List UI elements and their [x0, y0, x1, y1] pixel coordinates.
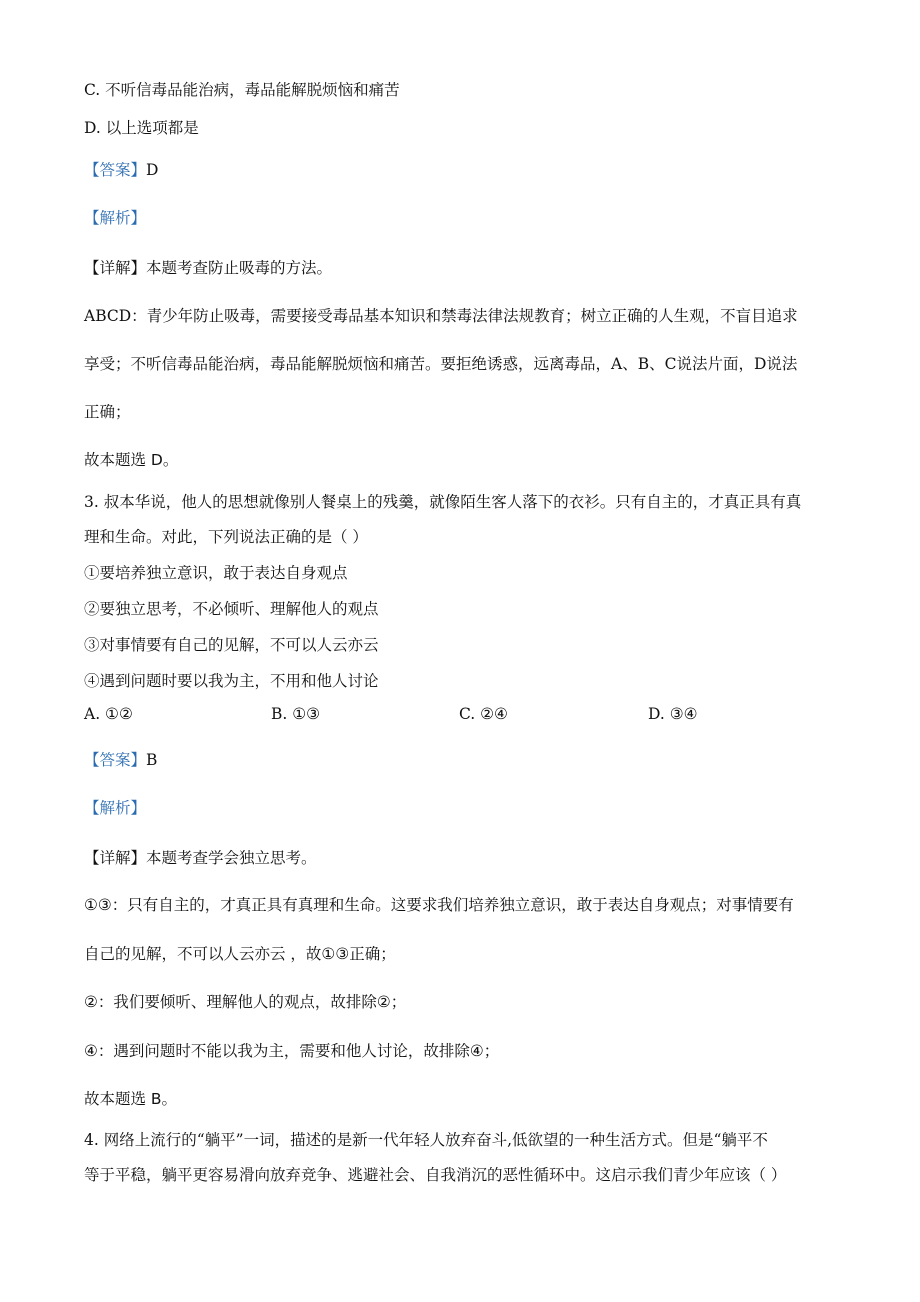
- option-d: D. 以上选项都是: [84, 119, 199, 137]
- detail-heading: 【详解】本题考查防止吸毒的方法。: [84, 259, 333, 277]
- answer-line: [84, 158, 158, 180]
- choice-d: D. ③④: [648, 705, 698, 723]
- choice-c: C. ②④: [459, 705, 508, 723]
- analysis-tag: 【解析】: [84, 209, 147, 227]
- statement-item: ③对事情要有自己的见解，不可以人云亦云: [84, 636, 379, 654]
- answer-value: B: [146, 751, 158, 769]
- conclusion: 故本题选 B。: [84, 1090, 178, 1108]
- question-stem: 理和生命。对此，下列说法正确的是（ ）: [84, 528, 368, 546]
- explanation-line: ④：遇到问题时不能以我为主，需要和他人讨论，故排除④；: [84, 1042, 500, 1060]
- detail-heading: 【详解】本题考查学会独立思考。: [84, 849, 317, 867]
- explanation-line: ①③：只有自主的，才真正具有真理和生命。这要求我们培养独立意识，敢于表达自身观点；对事情要有: [84, 896, 794, 914]
- conclusion: 故本题选 D。: [84, 451, 179, 469]
- question-stem: 4. 网络上流行的“躺平”一词，描述的是新一代年轻人放弃奋斗,低欲望的一种生活方式。但是“躺平不: [84, 1131, 768, 1149]
- explanation-line: ABCD：青少年防止吸毒，需要接受毒品基本知识和禁毒法律法规教育；树立正确的人生观，不盲目追求: [84, 307, 798, 325]
- statement-item: ②要独立思考，不必倾听、理解他人的观点: [84, 600, 379, 618]
- analysis-tag: 【解析】: [84, 799, 147, 817]
- choice-a: A. ①②: [84, 705, 133, 723]
- question-stem: 3. 叔本华说，他人的思想就像别人餐桌上的残羹，就像陌生客人落下的衣衫。只有自主的，才真正具有真: [84, 493, 802, 511]
- answer-tag: 【答案】: [84, 751, 147, 769]
- explanation-line: 自己的见解，不可以人云亦云 ，故①③正确；: [84, 945, 396, 963]
- choice-b: B. ①③: [271, 705, 321, 723]
- answer-value: D: [146, 161, 159, 179]
- option-c: C. 不听信毒品能治病，毒品能解脱烦恼和痛苦: [84, 81, 400, 99]
- statement-item: ④遇到问题时要以我为主，不用和他人讨论: [84, 672, 379, 690]
- question-stem: 等于平稳，躺平更容易滑向放弃竞争、逃避社会、自我消沉的恶性循环中。这启示我们青少年应该（ ）: [84, 1166, 787, 1184]
- explanation-line: 正确；: [84, 403, 131, 421]
- explanation-line: 享受；不听信毒品能治病，毒品能解脱烦恼和痛苦。要拒绝诱惑，远离毒品，A、B、C说法片面，D说法: [84, 355, 798, 373]
- explanation-line: ②：我们要倾听、理解他人的观点，故排除②；: [84, 993, 407, 1011]
- answer-line: [84, 748, 157, 770]
- answer-tag: 【答案】: [84, 161, 147, 179]
- statement-item: ①要培养独立意识，敢于表达自身观点: [84, 564, 348, 582]
